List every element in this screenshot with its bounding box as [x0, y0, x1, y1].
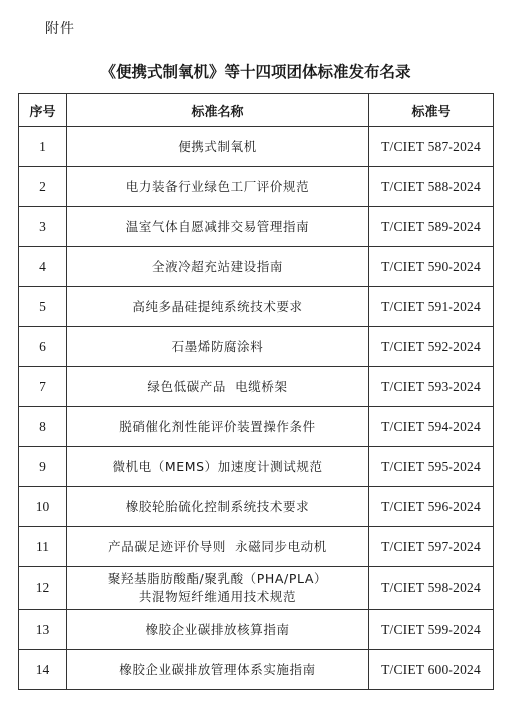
- table-row: [19, 207, 494, 247]
- row-serial-number: 3: [19, 207, 67, 247]
- row-standard-name: 橡胶企业碳排放核算指南: [67, 610, 369, 650]
- row-standard-code: T/CIET 594-2024: [369, 407, 494, 447]
- row-standard-name: 微机电（MEMS）加速度计测试规范: [67, 447, 369, 487]
- row-standard-name: 产品碳足迹评价导则 永磁同步电动机: [67, 527, 369, 567]
- row-serial-number: 8: [19, 407, 67, 447]
- row-serial-number: 4: [19, 247, 67, 287]
- header-serial-number: 序号: [19, 94, 67, 127]
- table-row: [19, 527, 494, 567]
- row-serial-number: 7: [19, 367, 67, 407]
- table-row: [19, 247, 494, 287]
- row-serial-number: 2: [19, 167, 67, 207]
- row-standard-name: 全液冷超充站建设指南: [67, 247, 369, 287]
- row-standard-code: T/CIET 598-2024: [369, 567, 494, 610]
- standards-table: [18, 93, 494, 690]
- row-standard-name: 聚羟基脂肪酸酯/聚乳酸（PHA/PLA） 共混物短纤维通用技术规范: [67, 567, 369, 610]
- row-serial-number: 9: [19, 447, 67, 487]
- row-serial-number: 13: [19, 610, 67, 650]
- row-standard-code: T/CIET 590-2024: [369, 247, 494, 287]
- table-row: [19, 487, 494, 527]
- table-row: [19, 567, 494, 610]
- row-standard-code: T/CIET 596-2024: [369, 487, 494, 527]
- row-standard-code: T/CIET 589-2024: [369, 207, 494, 247]
- table-row: [19, 367, 494, 407]
- row-standard-name: 便携式制氧机: [67, 127, 369, 167]
- row-serial-number: 6: [19, 327, 67, 367]
- attachment-label: 附件: [45, 21, 75, 37]
- row-serial-number: 1: [19, 127, 67, 167]
- table-row: [19, 287, 494, 327]
- table-row: [19, 407, 494, 447]
- table-header-row: [19, 94, 494, 127]
- table-row: [19, 610, 494, 650]
- row-standard-code: T/CIET 597-2024: [369, 527, 494, 567]
- table-row: [19, 167, 494, 207]
- row-standard-name: 温室气体自愿减排交易管理指南: [67, 207, 369, 247]
- row-standard-name: 橡胶企业碳排放管理体系实施指南: [67, 650, 369, 690]
- row-standard-name: 电力装备行业绿色工厂评价规范: [67, 167, 369, 207]
- row-serial-number: 11: [19, 527, 67, 567]
- row-standard-code: T/CIET 600-2024: [369, 650, 494, 690]
- row-standard-name: 石墨烯防腐涂料: [67, 327, 369, 367]
- row-standard-name: 脱硝催化剂性能评价装置操作条件: [67, 407, 369, 447]
- table-row: [19, 327, 494, 367]
- row-standard-code: T/CIET 595-2024: [369, 447, 494, 487]
- document-title: 《便携式制氧机》等十四项团体标准发布名录: [100, 63, 411, 81]
- row-standard-name: 橡胶轮胎硫化控制系统技术要求: [67, 487, 369, 527]
- row-serial-number: 10: [19, 487, 67, 527]
- header-standard-code: 标准号: [369, 94, 494, 127]
- header-standard-name: 标准名称: [67, 94, 369, 127]
- row-serial-number: 14: [19, 650, 67, 690]
- table-row: [19, 650, 494, 690]
- row-serial-number: 12: [19, 567, 67, 610]
- row-standard-code: T/CIET 593-2024: [369, 367, 494, 407]
- row-standard-code: T/CIET 591-2024: [369, 287, 494, 327]
- table-row: [19, 127, 494, 167]
- table-row: [19, 447, 494, 487]
- row-standard-name: 绿色低碳产品 电缆桥架: [67, 367, 369, 407]
- row-standard-name: 高纯多晶硅提纯系统技术要求: [67, 287, 369, 327]
- row-serial-number: 5: [19, 287, 67, 327]
- row-standard-code: T/CIET 599-2024: [369, 610, 494, 650]
- row-standard-code: T/CIET 592-2024: [369, 327, 494, 367]
- row-standard-code: T/CIET 587-2024: [369, 127, 494, 167]
- row-standard-code: T/CIET 588-2024: [369, 167, 494, 207]
